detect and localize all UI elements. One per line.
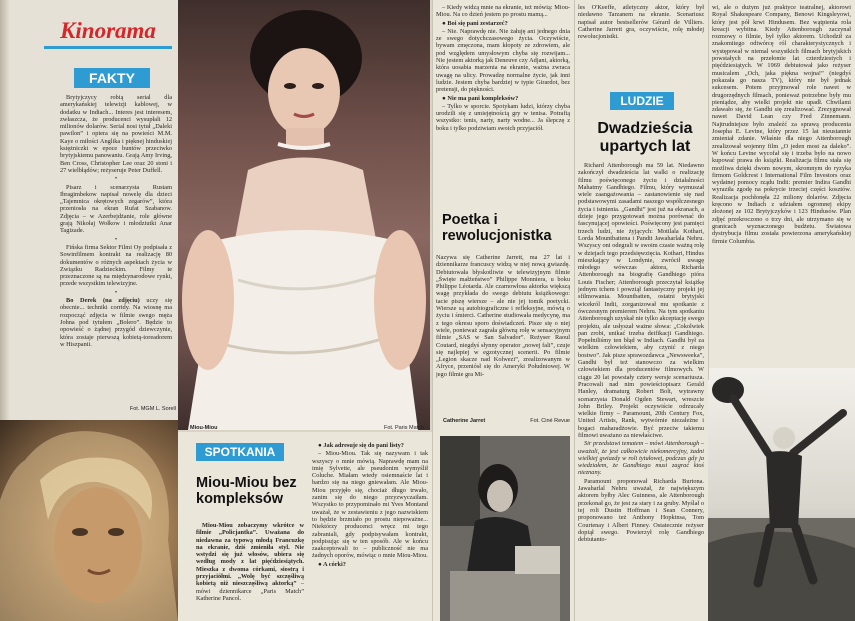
miou-miou-credit: Fot. Paris Match [383, 425, 424, 431]
spotkania-intro [196, 522, 304, 618]
ludzie-paragraph-1: Richard Attenborough ma 59 lat. Niedawno zakończył dwadzieścia lat walki o realizację filmu poświęconego życiu i działalności Mahatmy Gandhiego. Filmu, który wymuszał wiele zaangażowania – zastanowienie się nad podstawowymi zasadami naszego współczesnego życia i istnienia. „Gandhi” jest już na ekranach, a dzieje jego przygotowań można porównać do fascynującej opowieści. Poświęcony jest pamięci trzech ludzi, nie żyjących: Motilala Kothari, Lorda Mountbattena i Pandit Jawaharlala Nehru. Wszyscy oni odegrali w swoim czasie ważną rolę w dziejach tego przedsięwzięcia. Kothari, Hindus mieszkający w Londynie, zwrócił uwagę młodego wówczas aktora, Richarda Attenborough na biografię Gandhiego pióra Louis Fischer; Attenborough przeczytał książkę jednym tchem i powziął fantastyczny projekt jej sfilmowania. Mountbatten, ostatni brytyjski wicekról Indii, zorganizował mu spotkanie z ówczesnym premierem Nehru. Na tym spotkaniu Attenborough uzyskał nie tylko akceptację swego projektu, ale usłyszał ważne słowa: „Cokolwiek pan zrobi, unikać trzeba deifikacji Gandhiego. Popełniliśmy ten błąd w Indiach. Gandhi był za wielkim człowiekiem, aby czynić z niego bostwo”. Jak pisze sprawozdawca „Newsweeka”, Gandhi był też stanowczo za wielkim człowiekiem dla producentów filmowych. W ciągu 20 lat powstały cztery wersje scenariusza. Pracowali nad nim powieściopisarz Gerald Hanley, dramaturg Robert Bolt, wytrawny scenarzysta Donald Ogden Stewart, wreszcie John Briley. Projekt oczywiście odrzucały wielkie firmy – Paramount, 20th Century Fox, United Artists, Rank, wytwórnie niezależne i bogaci maharadżowie. Być przeciw takiemu filmowi uważano za niewłaściwe. [578, 162, 704, 439]
center-question-1: ● Boi się pani zestarzeć? [442, 19, 508, 27]
miou-miou-caption: Miou-Miou [190, 425, 218, 431]
masthead-rule [44, 46, 172, 49]
miou-miou-photo [178, 0, 430, 430]
spotkania-headline: Miou-Miou bez kompleksów [196, 475, 297, 507]
masthead [44, 18, 172, 58]
ludzie-continuation: les O'Keeffe, atletyczny aktor, który był niedawno Tarzanem na ekranie. Scenariusz napisał autor bestsellerów Gérard de Villiers. Catherine Jarrett gra, oczywiście, rolę młodej rewolucjonistki. [578, 4, 704, 41]
ludzie-headline: Dwadzieścia upartych lat [597, 120, 693, 155]
spotkania-question-2: ● A córki? [318, 560, 346, 568]
fakty-paragraph-2: Pisarz i scenarzysta Rustam Ibragimbekow napisał nowelę dla dzieci „Tajemnica okrętowych zegarów”, która przeniosła na ekran Rufat Szabanow. Zdjęcia – w Azerbejdżanie, role główne grają Nikołaj Wołkow i młodziutki Anar Tagizade. [60, 183, 172, 235]
ludzie-article [578, 162, 704, 618]
attenborough-photo [708, 368, 855, 621]
center-answer-2: – Tylko w sporcie. Spotykam ludzi, którzy chyba urodzili się z umiejętnością gry w tenisa. Potrafią wszystko: tenis, narty, narty wodne... Ja ślepczę z boku i tylko podziwiam swoich przyjaciół. [436, 102, 570, 132]
bo-derek-photo [0, 420, 178, 621]
gutter-line-1 [432, 0, 433, 621]
fakty-paragraph-4 [60, 297, 172, 348]
spotkania-question-1: ● Jak adresuje się do pani listy? [318, 442, 404, 449]
gutter-line-3 [708, 0, 709, 380]
fakty-paragraph-1: Brytyjczycy robią serial dla amerykańskiej telewizji kablowej, w dodatku w Indiach... Interes jest interesem, zwłaszcza, że producenci wysupłali 12 milionów dolarów. Serial nosi tytuł „Daleki pawilon” i opiera się na powieści M.M. Kaye o miłości Anglika i pięknej hinduskiej księżniczki w epoce buntów przeciwko brytyjskiemu panowaniu. Grają Amy Irving, Ben Cross, Christopher Lee oraz 20 stoni i 27 wielbłądów; reżyseruje Peter Duffell. [60, 94, 172, 174]
center-question-2-text: Nie ma pani kompleksów? [447, 94, 519, 102]
separator-3: • [114, 288, 118, 296]
center-answer-1: – Nie. Naprawdę nie. Nie żałuję ani jednego dnia ze swego dotychczasowego życia. Oczywiście, bywam zmęczona, mam kłopoty ze zdrowiem, ale pod względem umysłowym chyba się rozwijam... Nie jestem aktorką jak Deneuve czy Adjani, aktorką, która uosabia marzenia na ekranie, ważna zwraca uwagę na ulicy. Prowadzę normalne życie, jak inni ludzie. Jestem chyba bardziej w typie Girardot, bez pretensji, do piękności. [436, 27, 570, 94]
separator-1: • [114, 175, 118, 183]
masthead-title: Kinorama [60, 18, 156, 43]
center-interview [436, 4, 570, 204]
section-tag-fakty: FAKTY [74, 68, 150, 88]
spotkania-interview [312, 442, 428, 618]
catherine-jarret-photo [440, 426, 570, 621]
fakty-text [60, 94, 172, 424]
fakty-paragraph-4-lead: Bo Derek (na zdjęciu) [66, 297, 140, 305]
center-question-1-text: Boi się pani zestarzeć? [447, 19, 508, 27]
jarret-credit: Fot. Ciné Revue [530, 418, 570, 424]
gutter-line-2 [574, 0, 575, 621]
jarret-headline: Poetka i rewolucjonistka [442, 212, 552, 244]
separator-2: • [114, 235, 118, 243]
fakty-paragraph-4-body: uczy się obecnie... techniki corridy. Na wiosnę ma rozpocząć zdjęcia w filmie swego męża Johna pod tytułem „Bolero”. Będzie to opowieść o żądnej przygód dziewczynie, która zostaje pierwszą kobietą-toreadorem w Hiszpanii. [60, 297, 172, 348]
jarret-article: Nazywa się Catherine Jarrett, ma 27 lat i dziennikarze francuscy widzą w niej nową gwiazdę. Debiutowała błyskotliwie w telewizyjnym filmie „Święte małżeństwo” Philippe Monniera, u boku Philippe Léotarda. Ale czarnowłosa aktorka większą wagę przykłada do swego debiutu książkowego: tacie piszę wiersze – ale nie jej tomik poetycki. Wiersze są autobiograficzne i refleksyjne, mówią o życiu i śmierci. Catherine studiowała medycynę, ma z tego okresu sporo doświadczeń. Pisze się o niej wiele, ponieważ zagrała główną rolę w sensacyjnym filmie „SAS w San Salvador”. Reżyser Raoul Coutard, niegdyś słynny operator „nowej fali”, czuje się najlepiej w egzotycznej scenerii. Po filmie „Legion skacze nad Kolwezi”, zrealizowanym w Afryce, przeniósł się do Ameryki Południowej. W jego filmie gra Mi- [436, 254, 570, 378]
center-answer-top: – Kiedy widzą mnie na ekranie, też mówią: Miou-Miou. Na co dzień jestem po prostu mamą... [436, 4, 570, 19]
section-tag-ludzie: LUDZIE [610, 92, 674, 110]
spotkania-answer-1: – Miou-Miou. Tak się nazywam i tak wszyscy o mnie mówią. Naprawdę mam na imię Sylvette, ale pseudonim wymyślił Coluche. Miałam wtedy osiemnaście lat i bardzo się na niego gniewałam. Ale Miou-Miou przyjęło się, chociaż długo trwało, zanim się do niego przyzwyczaiłam. Wszystko to przypominało mi Yves Montand uważał, że w zestawieniu z jego nazwiskiem to będzie brzmiało po prostu niepoważne... Niektórzy producenci wręcz mi tego zabraniali, gdy podpisywałam kontrakt, podpisując się w ten sposób. Ale w końcu zaakceptowali to – publiczność nie ma żadnych oporów, mówiąc o mnie Miou-Miou. [312, 450, 428, 560]
ludzie-quote: Sir przedstawi tematem – mówi Attenborough – uważali, że jest całkowicie niekomercyjny, żadni wielkiej gwiazdy w roli tytułowej, podczas gdy ja wiedziałem, że Gandhiego musi zagrać ktoś nieznany. [578, 440, 704, 477]
spotkania-question-2-text: A córki? [323, 560, 346, 568]
spotkania-question-1-text: Jak adresuje się do pani listy? [323, 442, 404, 449]
center-question-2: ● Nie ma pani kompleksów? [442, 94, 519, 102]
section-tag-spotkania: SPOTKANIA [196, 443, 284, 461]
fakty-photo-credit: Fot. MGM L. Sorell [129, 406, 176, 412]
ludzie-paragraph-2: Paramount proponował Richarda Burtona. Jawaharlal Nehru uważał, że największym aktorem byłby Alec Guinness, ale Attenborough przekonał go, że jest za stary i za gruby. Myślał o tej roli Dustin Hoffman i Sean Connery, proponowano też Anthony Hopkinsa, Tom Courtenay i Albert Finney. Ostatecznie reżyser dopiął swego. Powierzył rolę Gandhiego debiutanto- [578, 477, 704, 544]
fakty-paragraph-3: Fińska firma Sektor Filmi Oy podpisała z Sowinfilmem kontrakt na realizację 80 dokumentów o różnych aspektach życia w Związku Radzieckim. Filmy te przeznaczone są na międzynarodowe rynki, przede wszystkim telewizyjne. [60, 243, 172, 288]
spotkania-intro-lead: Miou-Miou zobaczymy wkrótce w filmie „Policjantka”. Uważana do niedawna za typową młodą Francuzkę na ekranie, dziś zmieniła styl. Nie wstydzi się już włosów, ubiera się według mody z lat pięćdziesiątych. Mieszka z dwoma córkami, siostrą i przyjaciółmi. „Wolę być szczęśliwą kobietą niż nieszczęśliwą aktorką” [196, 522, 304, 588]
attenborough-continuation: wi, ale o dużym już praktyce teatralnej, aktorowi Royal Shakespeare Company, Benowi Kingsleyowi, który jest pół krwi Hindusem. Bez wątpienia rola kreacji wybitna. Kiedy Attenborough zaczynał rozmowy o filmie, był tylko aktorem. Uchodził za znakomitego odtwórcę ról charakterystycznych i występował w niemal wszystkich filmach brytyjskich powstałych na przełomie lat czterdziestych i pięćdziesiątych. W 1969 debiutował jako reżyser musicalem „Och, jaka piękna wojna!” (niegdyś pokazała go nasza TV), który nie był jednak sukcesem. Potem przyjmował role nawet w drugorzędnych filmach, ponieważ potrzebne były mu pieniądze, aby wielki projekt nie upadł. Chwilami zdawało się, że Gandhi się zrealizować. Zrezygnował nawet David Lean czy Fred Zinnemann. Najtrudniejsze było znaleźć za sprawą producenta Josepha E. Levine, który przez 15 lat nieustannie zmieniał zdanie. Właśnie dla niego Attenborough zrealizował wojenny film „O jeden most za daleko”. W końcu Levine wycofał się i trzeba było na nowo kupować prawa do książki. Realizacja filmu stała się możliwa dzięki dwom nowym, skromnym do ryzyka firmom Goldcrest i International Film Investors oraz wydatnej pomocy rządu Indii: premier Indira Gandhi wyraziła zgodę na pokrycie trzeciej części kosztów. Realizacja pochłonęła 22 miliony dolarów. Zdjęcia kręcono w Indiach z udziałem ogromnej ekipy złożonej ze 102 Brytyjczyków i 123 Hindusów. Plan zdjęć przekroczono o trzy dni, ale utrzymano się w granicach wyznaczonego budżetu. Światowa dystrybucja filmu została powierzona amerykańskiej firmie Columbia. [712, 4, 851, 245]
spotkania-intro-tail: – mówi dziennikarce „Paris Match” Katherine Pancol. [196, 580, 304, 602]
jarret-caption: Catherine Jarret [443, 418, 486, 424]
